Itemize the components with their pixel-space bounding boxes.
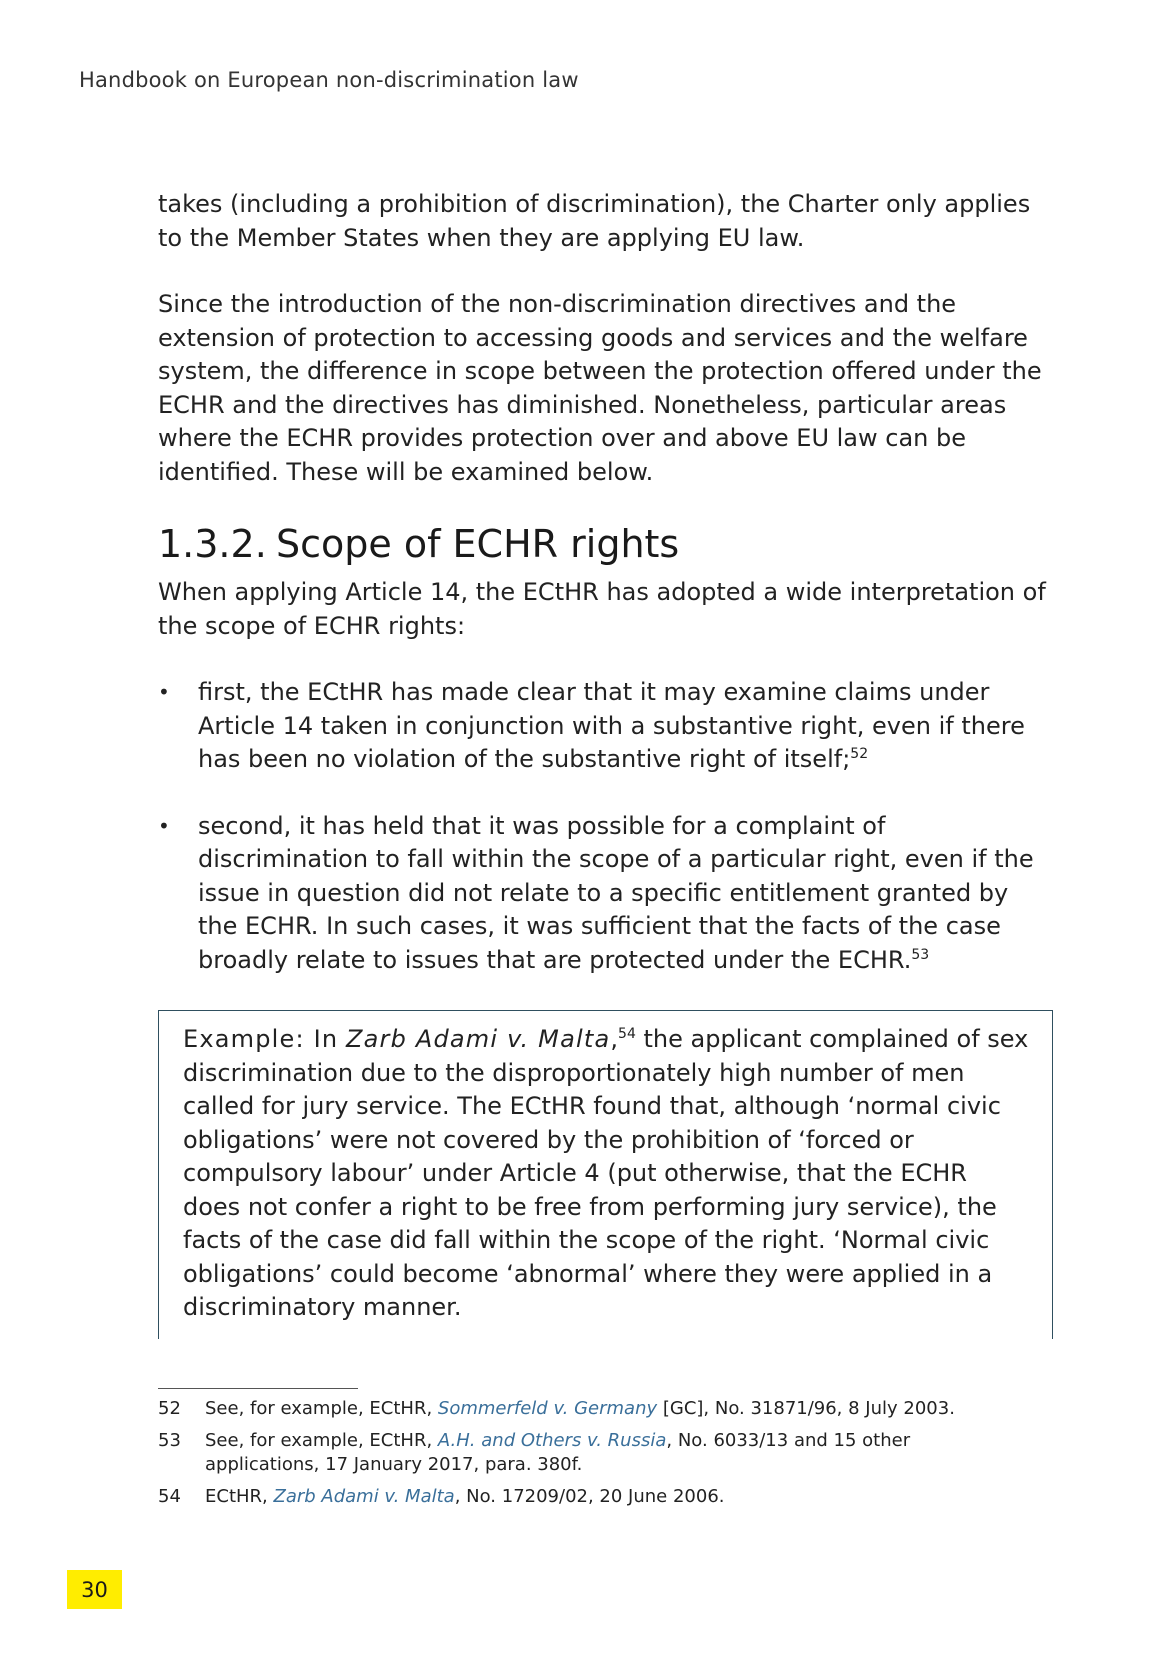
bullet-item [158,676,1053,777]
bullet-marker: • [158,680,170,704]
example-case-name: Zarb Adami v. Malta [345,1025,611,1053]
running-header: Handbook on European non-discrimination law [79,68,579,92]
page-number: 30 [67,1570,122,1609]
footnote-number: 52 [158,1398,181,1419]
footnote-number: 54 [158,1486,181,1507]
case-link[interactable]: Zarb Adami v. Malta [273,1486,455,1507]
example-comma: , [610,1025,619,1053]
paragraph-1: takes (including a prohibition of discrimination), the Charter only applies to the Member States when they are applying EU law. [158,190,1031,252]
footnote-text: ECtHR, [205,1486,274,1507]
footnote-divider [158,1388,358,1389]
example-lead: Example: In [183,1025,339,1053]
paragraph-2: Since the introduction of the non-discrimination directives and the extension of protection to accessing goods and services and the welfare system, the difference in scope between the protection offered under the ECHR and the directives has diminished. Nonetheless, particular areas where the ECHR provides protection over and above EU law can be identified. These will be examined below. [158,290,1042,486]
bullet-marker: • [158,813,170,838]
section-intro: When applying Article 14, the ECtHR has adopted a wide interpretation of the scope of ECHR rights: [158,578,1046,640]
footnote-item [158,1397,1018,1421]
footnote-text: [GC], No. 31871/96, 8 July 2003. [657,1398,955,1419]
footnotes [158,1388,1018,1517]
footnote-text: , No. 17209/02, 20 June 2006. [454,1486,725,1507]
main-content [158,188,1053,1339]
footnote-ref[interactable]: 53 [911,946,930,963]
footnote-ref[interactable]: 54 [618,1026,636,1042]
bullet-text: second, it has held that it was possible for a complaint of discrimination to fall within the scope of a particular right, even if the issue in question did not relate to a specific entitlement granted by the ECHR. In such cases, it was sufficient that the facts of the case broadly relate to issues that are protected under the ECHR. [198,811,1034,974]
footnote-item [158,1485,1018,1509]
example-box [158,1010,1053,1339]
footnote-text: See, for example, ECtHR, [205,1430,438,1451]
section-heading [158,522,1053,566]
footnote-number: 53 [158,1430,181,1451]
bullet-text: first, the ECtHR has made clear that it may examine claims under Article 14 taken in conjunction with a substantive right, even if there has been no violation of the substantive right of itself; [198,678,1025,773]
footnote-text: , No. 6033/13 and 15 other applications, 17 January 2017, para. 380f. [205,1430,911,1475]
footnote-text: See, for example, ECtHR, [205,1398,438,1419]
case-link[interactable]: A.H. and Others v. Russia [437,1430,667,1451]
footnote-item [158,1429,1018,1477]
footnote-ref[interactable]: 52 [850,746,869,762]
case-link[interactable]: Sommerfeld v. Germany [437,1398,658,1419]
section-title: Scope of ECHR rights [276,522,680,566]
example-text: the applicant complained of sex discrimination due to the disproportionately high number of men called for jury service. The ECtHR found that, although ‘normal civic obligations’ were not covered by the prohibition of ‘forced or compulsory labour’ under Article 4 (put otherwise, that the ECHR does not confer a right to be free from performing jury service), the facts of the case did fall within the scope of the right. ‘Normal civic obligations’ could become ‘abnormal’ where they were applied in a discriminatory manner. [183,1025,1029,1321]
section-number: 1.3.2. [158,522,267,566]
bullet-item [158,810,1053,978]
